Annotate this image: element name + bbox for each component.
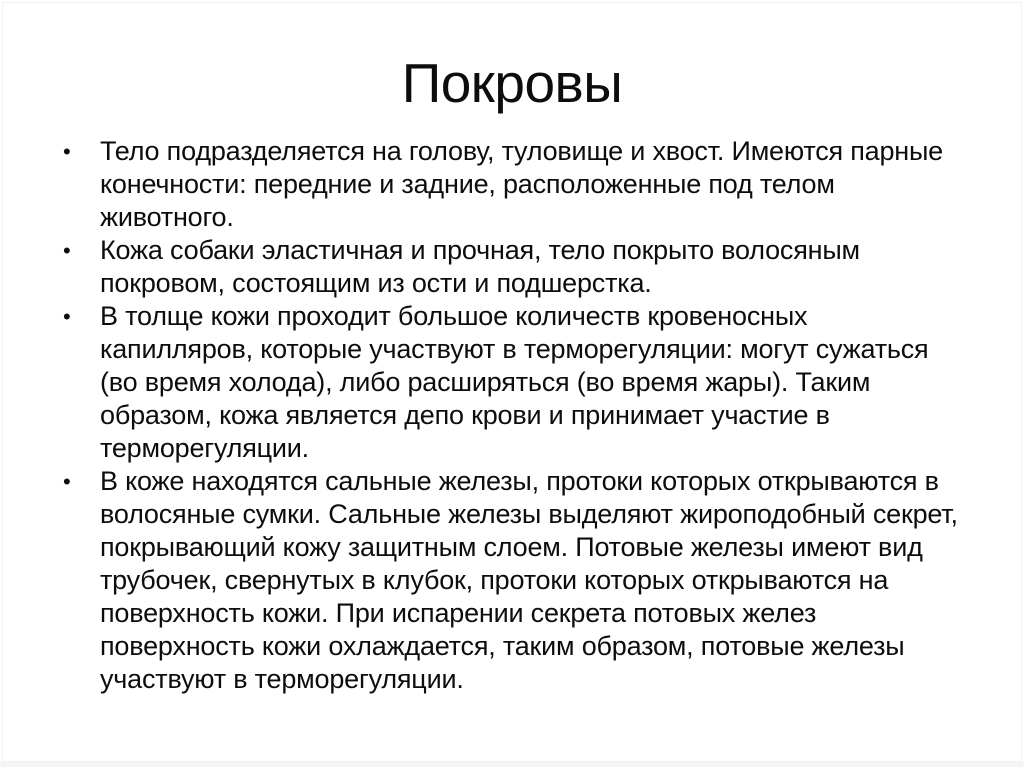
bullet-text: В толще кожи проходит большое количеств кровеносных капилляров, которые участвуют в терморегуляции: могут сужаться (во время холода), либо расширяться (во время жары). Таким образом, кожа является депо крови и принимает участие в терморегуляции. [100, 301, 929, 464]
bullet-item [60, 300, 964, 465]
slide-title: Покровы [401, 52, 623, 114]
bullet-item [60, 465, 964, 696]
bullet-item [60, 234, 964, 300]
bullet-marker: • [63, 304, 71, 330]
bullet-text: Тело подразделяется на голову, туловище и хвост. Имеются парные конечности: передние и задние, расположенные под телом животного. [100, 136, 944, 233]
slide-bottom-band [0, 762, 1024, 767]
bullet-text: В коже находятся сальные железы, протоки которых открываются в волосяные сумки. Сальные железы выделяют жироподобный секрет, покрывающий кожу защитным слоем. Потовые железы имеют вид трубочек, свернутых в клубок, протоки которых открываются на поверхность кожи. При испарении секрета потовых желез поверхность кожи охлаждается, таким образом, потовые железы участвуют в терморегуляции. [100, 466, 958, 695]
bullet-text: Кожа собаки эластичная и прочная, тело покрыто волосяным покровом, состоящим из ости и подшерстка. [100, 235, 860, 299]
bullet-list [60, 135, 964, 696]
bullet-marker: • [63, 469, 71, 495]
bullet-marker: • [63, 139, 71, 165]
bullet-item [60, 135, 964, 234]
bullet-marker: • [63, 238, 71, 264]
